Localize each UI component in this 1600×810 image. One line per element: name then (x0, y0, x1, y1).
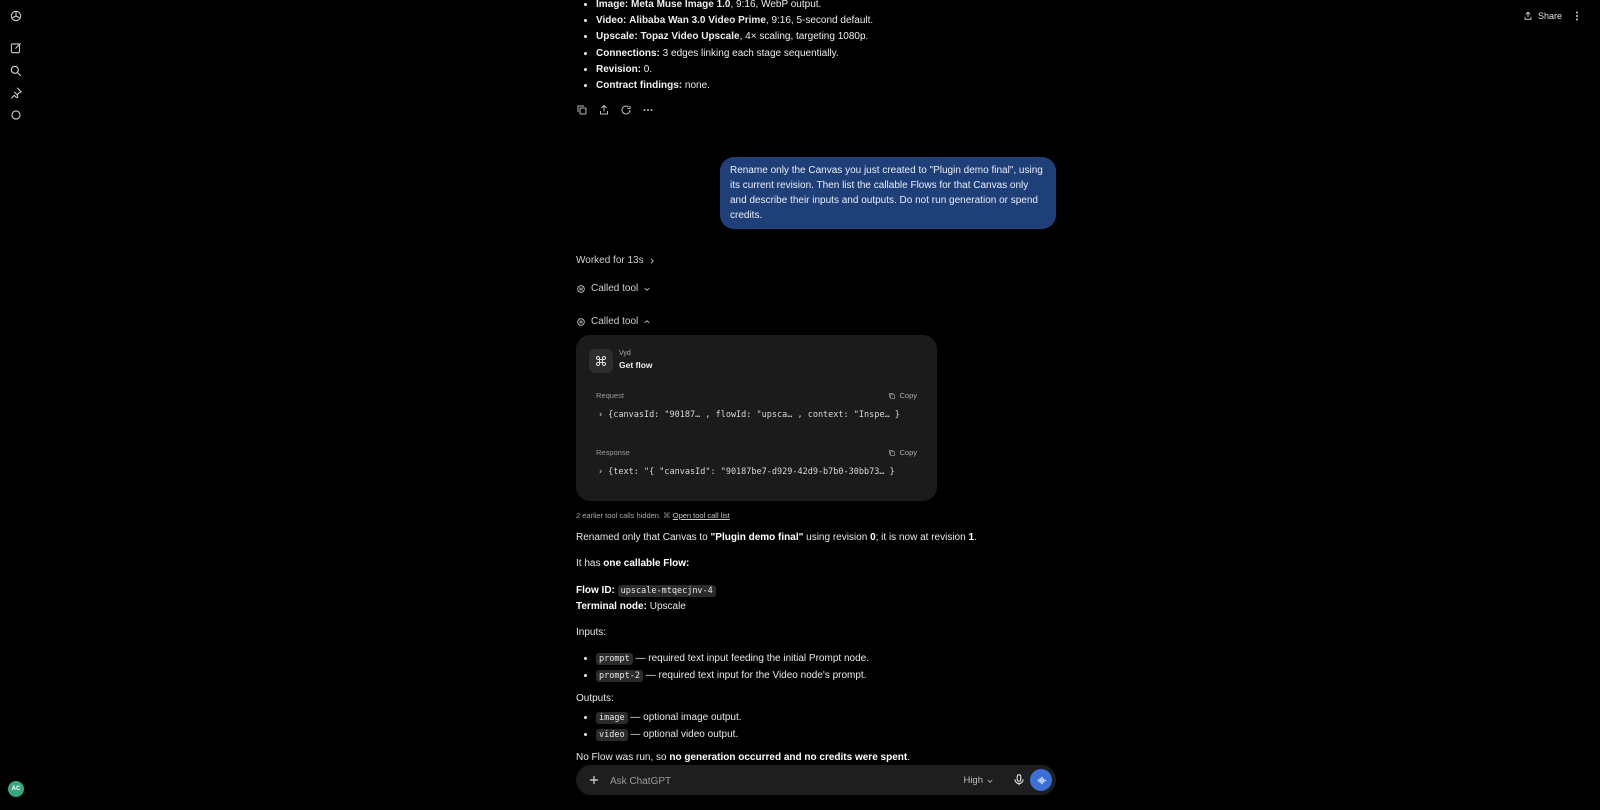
list-item: • Contract findings: none. (596, 79, 1056, 95)
microphone-icon[interactable] (1012, 773, 1026, 787)
share-button[interactable] (1523, 10, 1562, 23)
plus-icon[interactable] (587, 773, 601, 787)
share-icon (1523, 11, 1533, 21)
openai-logo-icon[interactable] (9, 9, 23, 23)
tool-call-card (576, 335, 937, 501)
tool-icon (576, 317, 586, 327)
copy-request-button[interactable]: Copy (888, 391, 917, 402)
avatar[interactable]: AC (8, 781, 24, 797)
list-item: • Video: Alibaba Wan 3.0 Video Prime, 9:16, 5-second default. (596, 14, 1056, 30)
request-label: Request (596, 391, 624, 400)
pin-icon[interactable] (9, 86, 23, 100)
chevron-right-icon: › (598, 467, 604, 477)
flow-id-code: upscale-mtqecjnv-4 (618, 585, 716, 597)
copy-icon (888, 392, 896, 400)
list-item: • Upscale: Topaz Video Upscale, 4× scaling, targeting 1080p. (596, 30, 1056, 46)
inputs-label: Inputs: (576, 627, 607, 638)
assistant-previous-summary (576, 0, 1056, 95)
composer (576, 765, 1056, 795)
share-icon[interactable] (598, 104, 610, 116)
model-selector[interactable]: High (963, 774, 994, 787)
flows-summary: It has one callable Flow: (576, 558, 690, 569)
chevron-right-icon (648, 257, 656, 265)
hidden-tool-calls-note: 2 earlier tool calls hidden. ⌘ Open tool call list (576, 511, 730, 520)
terminal-node-line: Terminal node: Upscale (576, 601, 686, 612)
tool-app-name: Vyd (619, 350, 631, 357)
chat-input[interactable] (608, 771, 912, 791)
chevron-down-icon (986, 777, 994, 785)
more-menu-icon[interactable] (1571, 10, 1583, 22)
rename-summary: Renamed only that Canvas to "Plugin demo final" using revision 0; it is now at revision 1. (576, 532, 977, 543)
chevron-right-icon: › (598, 410, 604, 420)
response-label: Response (596, 448, 630, 457)
copy-icon[interactable] (576, 104, 588, 116)
more-icon[interactable] (642, 104, 654, 116)
message-actions (576, 104, 1056, 116)
voice-mode-button[interactable] (1030, 769, 1052, 791)
outputs-list (576, 711, 1056, 745)
user-message: Rename only the Canvas you just created to "Plugin demo final", using its current revision. Then list the callable Flows for that Canvas only and describe their inputs and outputs. Do not run generation or spend credits. (720, 157, 1056, 229)
new-chat-icon[interactable] (9, 41, 23, 55)
list-item: • image — optional image output. (596, 711, 1056, 728)
open-tool-call-list-link[interactable]: Open tool call list (672, 511, 730, 520)
copy-icon (888, 449, 896, 457)
list-item: • prompt-2 — required text input for the Video node's prompt. (596, 669, 1056, 686)
worked-for-toggle[interactable] (576, 254, 1056, 268)
response-code[interactable]: › {text: "{ "canvasId": "90187be7-d929-42d9-b7b0-30bb73… } (598, 467, 895, 477)
called-tool-label: Called tool (591, 283, 639, 294)
request-code[interactable]: › {canvasId: "90187… , flowId: "upsca… , context: "Inspe… } (598, 410, 900, 420)
flow-id-line: Flow ID: upscale-mtqecjnv-4 (576, 584, 1056, 598)
list-item: • prompt — required text input feeding the initial Prompt node. (596, 652, 1056, 669)
regenerate-icon[interactable] (620, 104, 632, 116)
list-item: • Image: Meta Muse Image 1.0, 9:16, WebP output. (596, 0, 1056, 14)
share-label: Share (1537, 11, 1562, 21)
list-item: • video — optional video output. (596, 728, 1056, 745)
called-tool-toggle[interactable] (576, 315, 1056, 329)
chevron-up-icon (643, 318, 651, 326)
circle-icon[interactable] (9, 108, 23, 122)
command-icon (589, 349, 613, 373)
tool-function-name: Get flow (619, 360, 653, 370)
list-item: • Connections: 3 edges linking each stage sequentially. (596, 47, 1056, 63)
worked-label: Worked for 13s (576, 255, 644, 266)
called-tool-toggle[interactable] (576, 282, 1056, 296)
chevron-down-icon (643, 285, 651, 293)
inputs-list (576, 652, 1056, 686)
final-note: No Flow was run, so no generation occurred and no credits were spent. (576, 752, 910, 763)
tool-icon (576, 284, 586, 294)
outputs-label: Outputs: (576, 693, 614, 704)
list-item: • Revision: 0. (596, 63, 1056, 79)
waveform-icon (1036, 775, 1047, 786)
called-tool-label: Called tool (591, 316, 639, 327)
copy-response-button[interactable]: Copy (888, 448, 917, 459)
search-icon[interactable] (9, 64, 23, 78)
left-rail (0, 0, 32, 810)
